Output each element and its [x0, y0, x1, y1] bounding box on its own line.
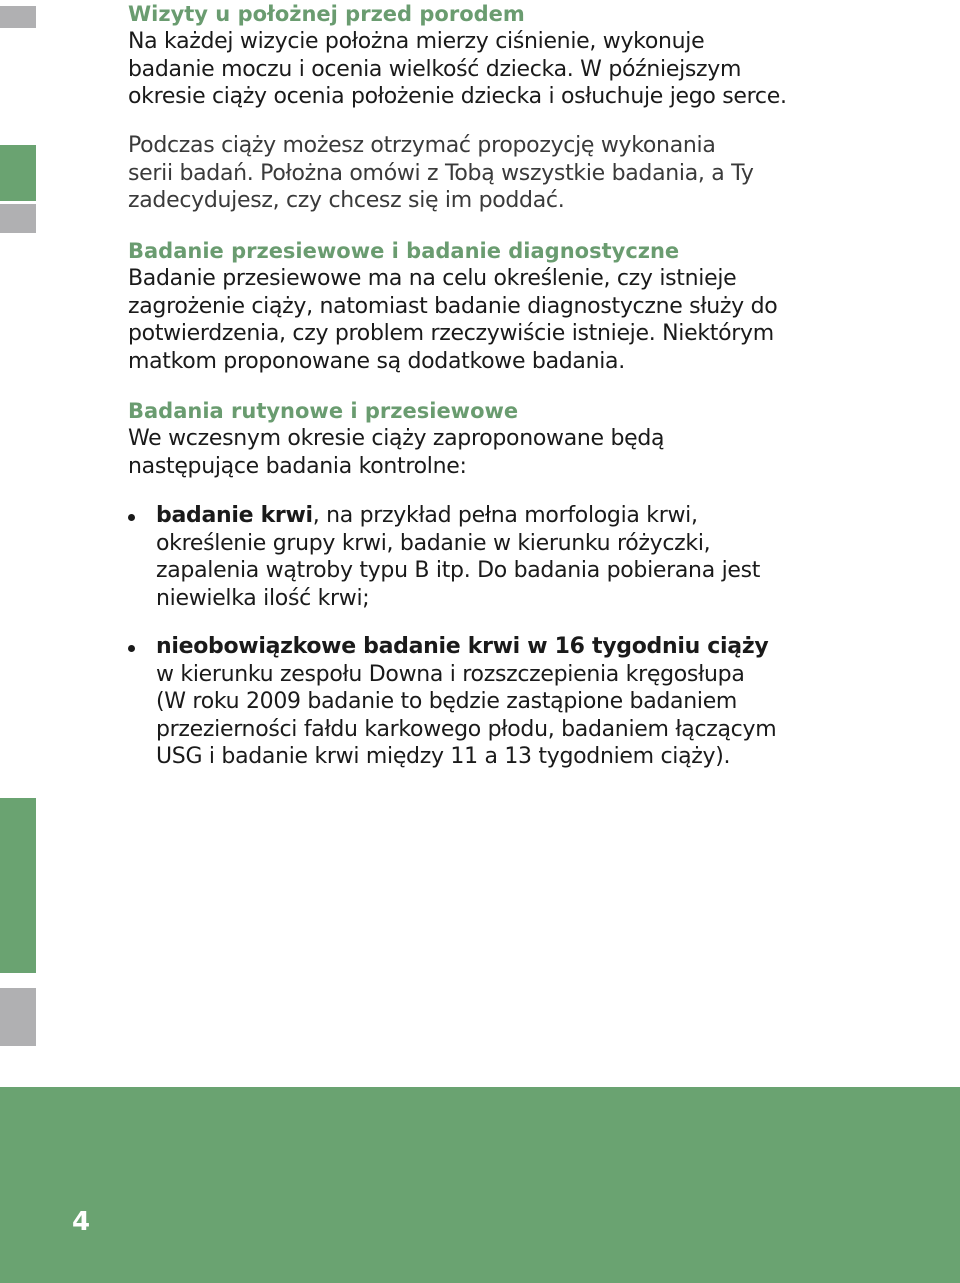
side-tab-green-1: [0, 145, 36, 201]
paragraph-line: okresie ciąży ocenia położenie dziecka i osłuchuje jego serce.: [128, 84, 787, 109]
side-tab-grey-1: [0, 204, 36, 233]
list-item-line: (W roku 2009 badanie to będzie zastąpione badaniem: [156, 689, 738, 714]
list-item-line: USG i badanie krwi między 11 a 13 tygodniem ciąży).: [156, 744, 731, 769]
bullet-icon: [128, 514, 135, 521]
side-tab-grey-top: [0, 6, 36, 28]
paragraph-line: Na każdej wizycie położna mierzy ciśnienie, wykonuje: [128, 29, 705, 54]
section-title: Badanie przesiewowe i badanie diagnostyczne: [128, 239, 680, 263]
paragraph-line: matkom proponowane są dodatkowe badania.: [128, 348, 625, 374]
list-item-line: przezierności fałdu karkowego płodu, badaniem łączącym: [156, 716, 777, 742]
list-item-rest: , na przykład pełna morfologia krwi,: [312, 503, 698, 528]
paragraph-line: badanie moczu i ocenia wielkość dziecka. W późniejszym: [128, 56, 742, 82]
paragraph-line: potwierdzenia, czy problem rzeczywiście istnieje. Niektórym: [128, 321, 774, 346]
section-screening-vs-diagnostic: [128, 237, 848, 375]
footer-band: [0, 1087, 960, 1283]
list-item-line: w kierunku zespołu Downa i rozszczepienia kręgosłupa: [156, 661, 745, 687]
side-tab-grey-2: [0, 988, 36, 1046]
paragraph-line: zagrożenie ciąży, natomiast badanie diagnostyczne służy do: [128, 293, 778, 319]
paragraph-line: Badanie przesiewowe ma na celu określenie, czy istnieje: [128, 266, 737, 291]
page-number: 4: [72, 1207, 91, 1237]
section-title: Badania rutynowe i przesiewowe: [128, 399, 519, 423]
list-item-line: określenie grupy krwi, badanie w kierunku różyczki,: [156, 530, 711, 556]
section-test-offer: [128, 132, 848, 215]
paragraph-line: następujące badania kontrolne:: [128, 453, 467, 479]
list-item-text: [156, 502, 836, 612]
side-tab-green-2: [0, 798, 36, 973]
section-routine-tests: [128, 397, 848, 480]
paragraph-line: We wczesnym okresie ciąży zaproponowane będą: [128, 426, 665, 451]
section-title: Wizyty u położnej przed porodem: [128, 2, 525, 26]
list-item-text: [156, 633, 836, 771]
bullet-icon: [128, 645, 135, 652]
paragraph-line: zadecydujesz, czy chcesz się im poddać.: [128, 188, 565, 213]
list-item-bold: nieobowiązkowe badanie krwi w 16 tygodniu ciąży: [156, 634, 769, 659]
list-item-bold: badanie krwi: [156, 503, 313, 528]
paragraph-line: Podczas ciąży możesz otrzymać propozycję wykonania: [128, 133, 716, 158]
list-item-line: niewielka ilość krwi;: [156, 585, 370, 611]
list-item-line: zapalenia wątroby typu B itp. Do badania pobierana jest: [156, 558, 761, 583]
paragraph-line: serii badań. Położna omówi z Tobą wszystkie badania, a Ty: [128, 160, 754, 186]
section-antenatal-visits: [128, 0, 848, 111]
